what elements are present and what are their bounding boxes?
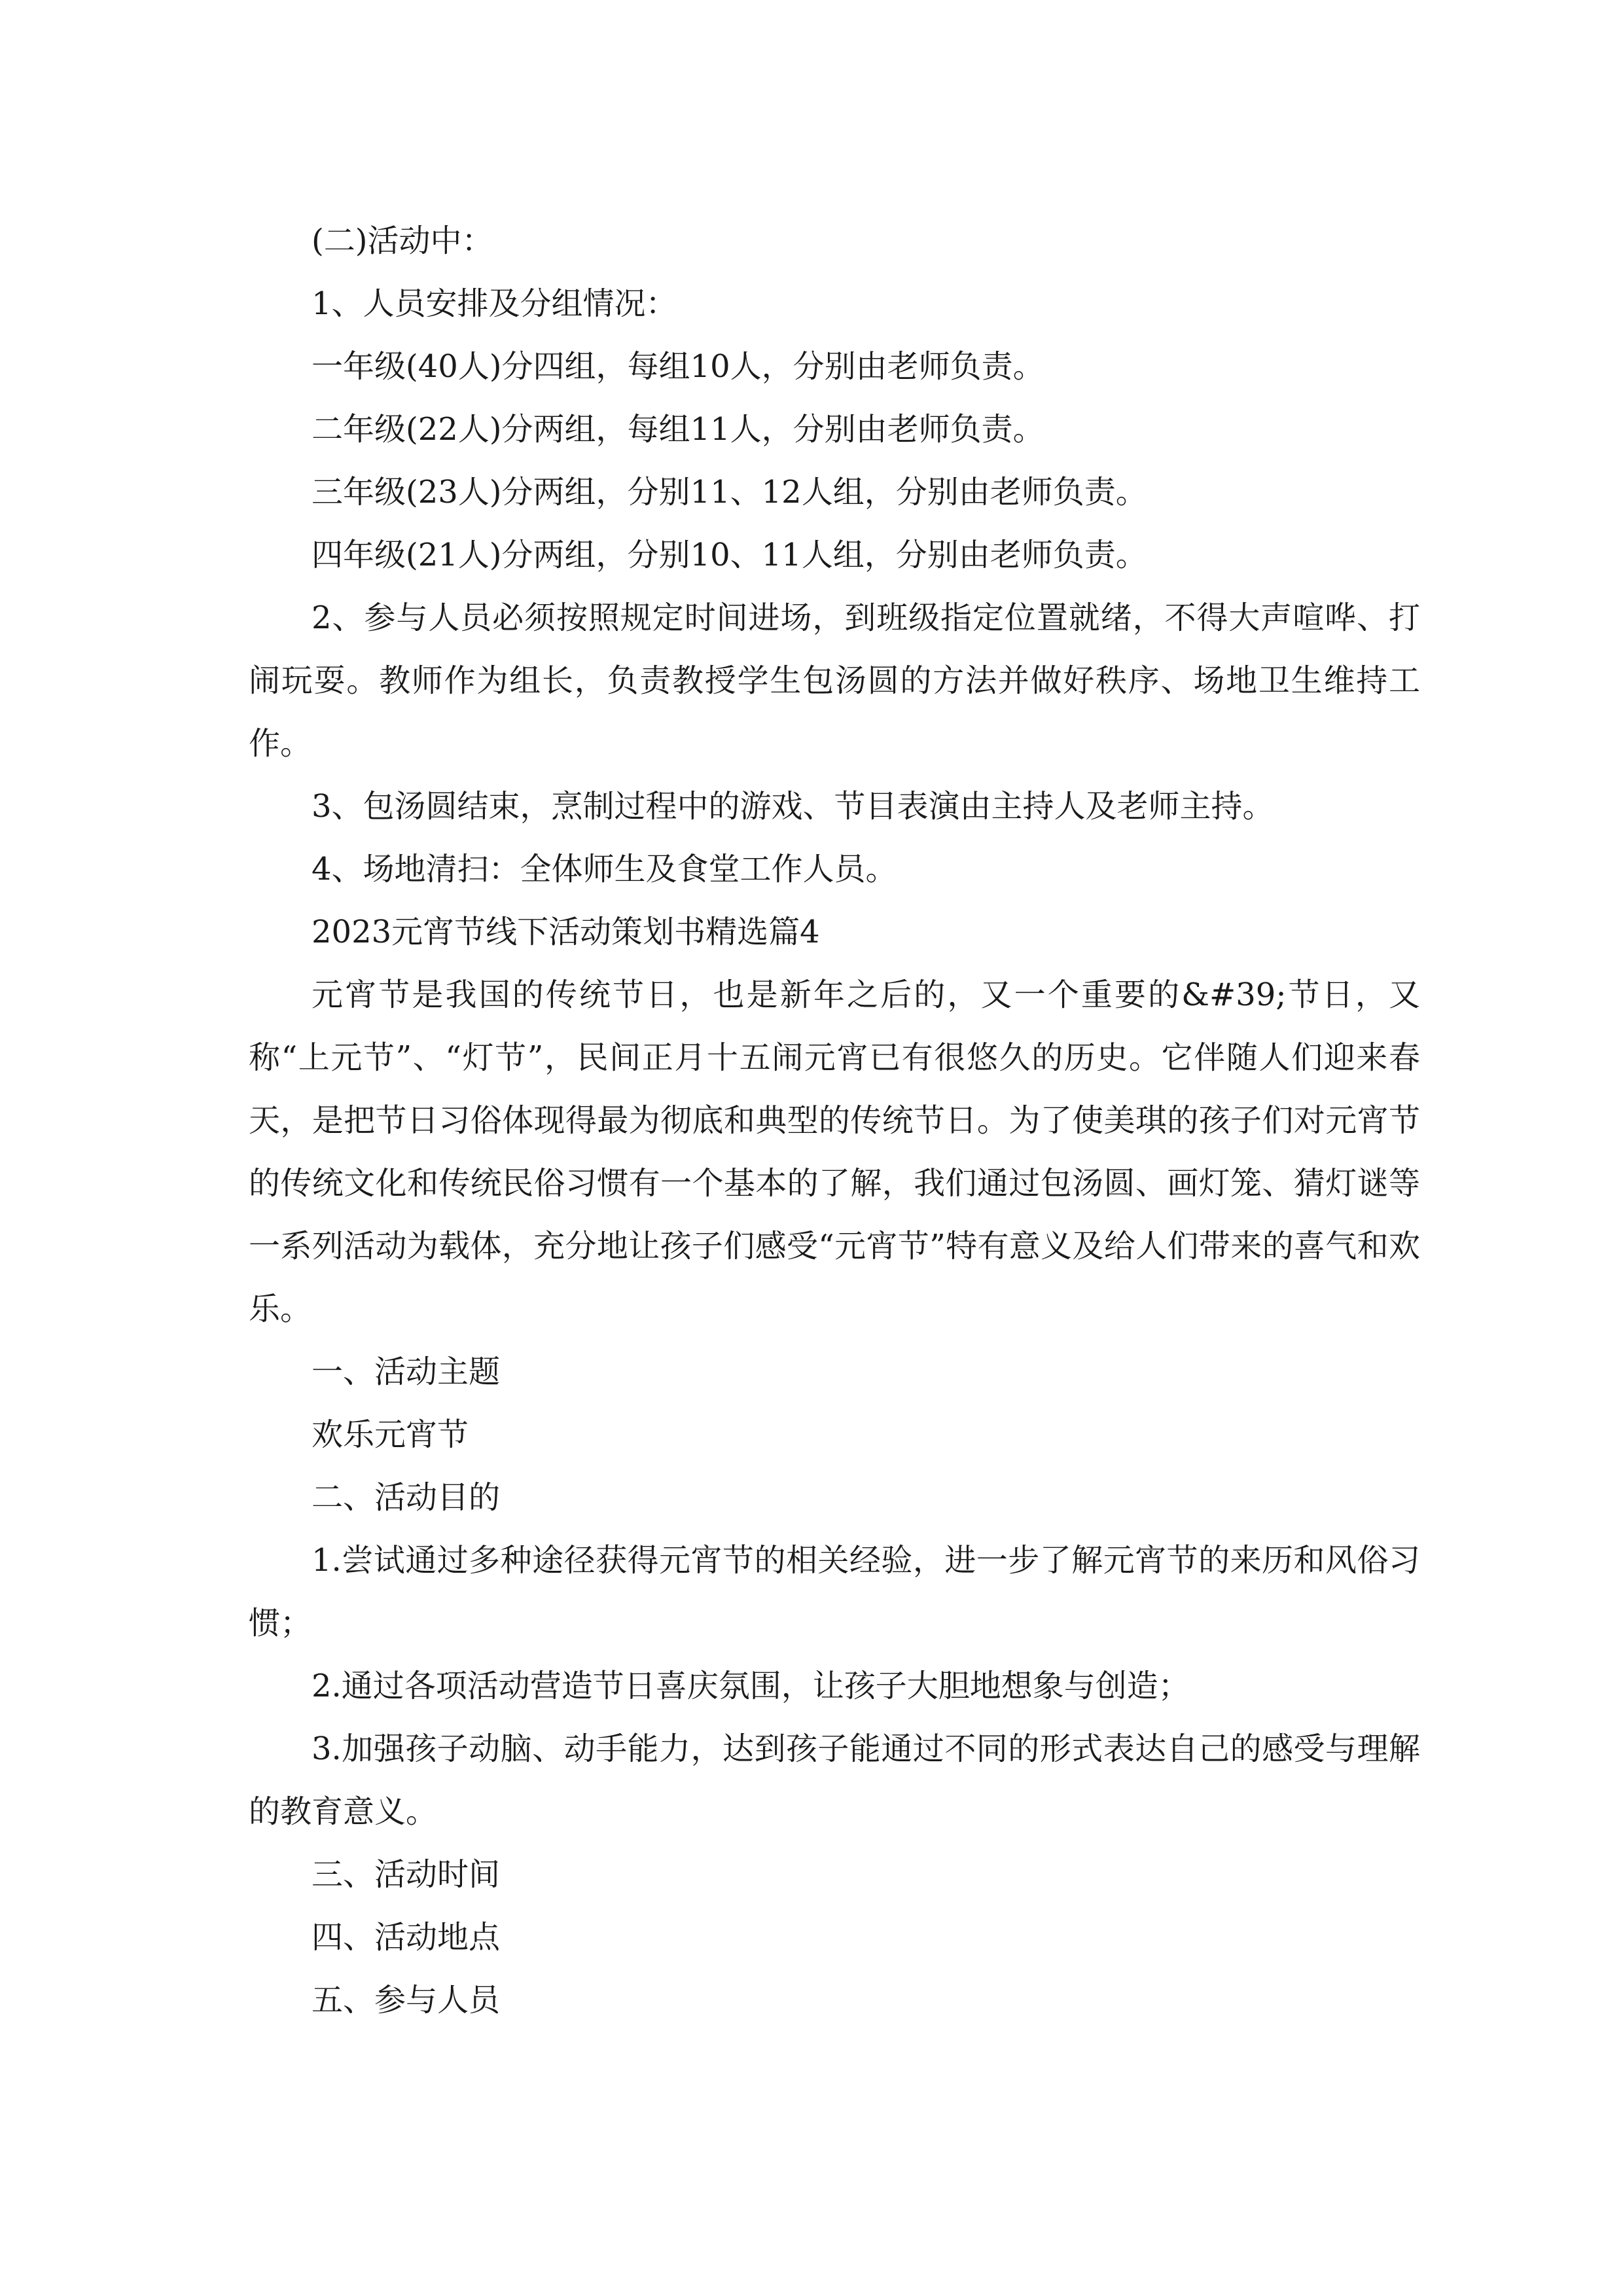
grade-1-grouping: 一年级(40人)分四组，每组10人，分别由老师负责。 bbox=[312, 348, 1044, 385]
grade-2-grouping: 二年级(22人)分两组，每组11人，分别由老师负责。 bbox=[312, 411, 1044, 448]
cleanup-line: 4、场地清扫：全体师生及食堂工作人员。 bbox=[312, 851, 897, 888]
goal-3-paragraph: 3.加强孩子动脑、动手能力，达到孩子能通过不同的形式表达自己的感受与理解的教育意义。 bbox=[249, 1731, 1420, 1830]
cooking-program-line: 3、包汤圆结束，烹制过程中的游戏、节目表演由主持人及老师主持。 bbox=[312, 788, 1274, 825]
staff-arrangement-heading: 1、人员安排及分组情况： bbox=[312, 285, 677, 322]
grade-3-grouping: 三年级(23人)分两组，分别11、12人组，分别由老师负责。 bbox=[312, 474, 1147, 511]
intro-paragraph: 元宵节是我国的传统节日，也是新年之后的，又一个重要的&#39;节日，又称“上元节”、“灯节”，民间正月十五闹元宵已有很悠久的历史。它伴随人们迎来春天，是把节日习俗体现得最为彻底和典型的传统节日。为了使美琪的孩子们对元宵节的传统文化和传统民俗习惯有一个基本的了解，我们通过包汤圆、画灯笼、猜灯谜等一系列活动为载体，充分地让孩子们感受“元宵节”特有意义及给人们带来的喜气和欢乐。 bbox=[249, 977, 1420, 1327]
participant-rules-paragraph: 2、参与人员必须按照规定时间进场，到班级指定位置就绪，不得大声喧哗、打闹玩耍。教师作为组长，负责教授学生包汤圆的方法并做好秩序、场地卫生维持工作。 bbox=[249, 600, 1420, 762]
subheading-during-activity: (二)活动中： bbox=[312, 223, 493, 259]
goal-1-paragraph: 1.尝试通过多种途径获得元宵节的相关经验，进一步了解元宵节的来历和风俗习惯； bbox=[249, 1542, 1420, 1641]
grade-4-grouping: 四年级(21人)分两组，分别10、11人组，分别由老师负责。 bbox=[312, 537, 1147, 573]
piece-4-heading: 2023元宵节线下活动策划书精选篇4 bbox=[312, 914, 820, 950]
section-1-title: 一、活动主题 bbox=[312, 1354, 501, 1390]
document-body bbox=[249, 209, 1420, 2032]
section-2-title: 二、活动目的 bbox=[312, 1479, 501, 1516]
section-4-title: 四、活动地点 bbox=[312, 1919, 501, 1956]
section-1-body: 欢乐元宵节 bbox=[312, 1416, 469, 1453]
goal-2-line: 2.通过各项活动营造节日喜庆氛围，让孩子大胆地想象与创造； bbox=[312, 1668, 1190, 1704]
section-3-title: 三、活动时间 bbox=[312, 1856, 501, 1893]
section-5-title: 五、参与人员 bbox=[312, 1982, 501, 2018]
